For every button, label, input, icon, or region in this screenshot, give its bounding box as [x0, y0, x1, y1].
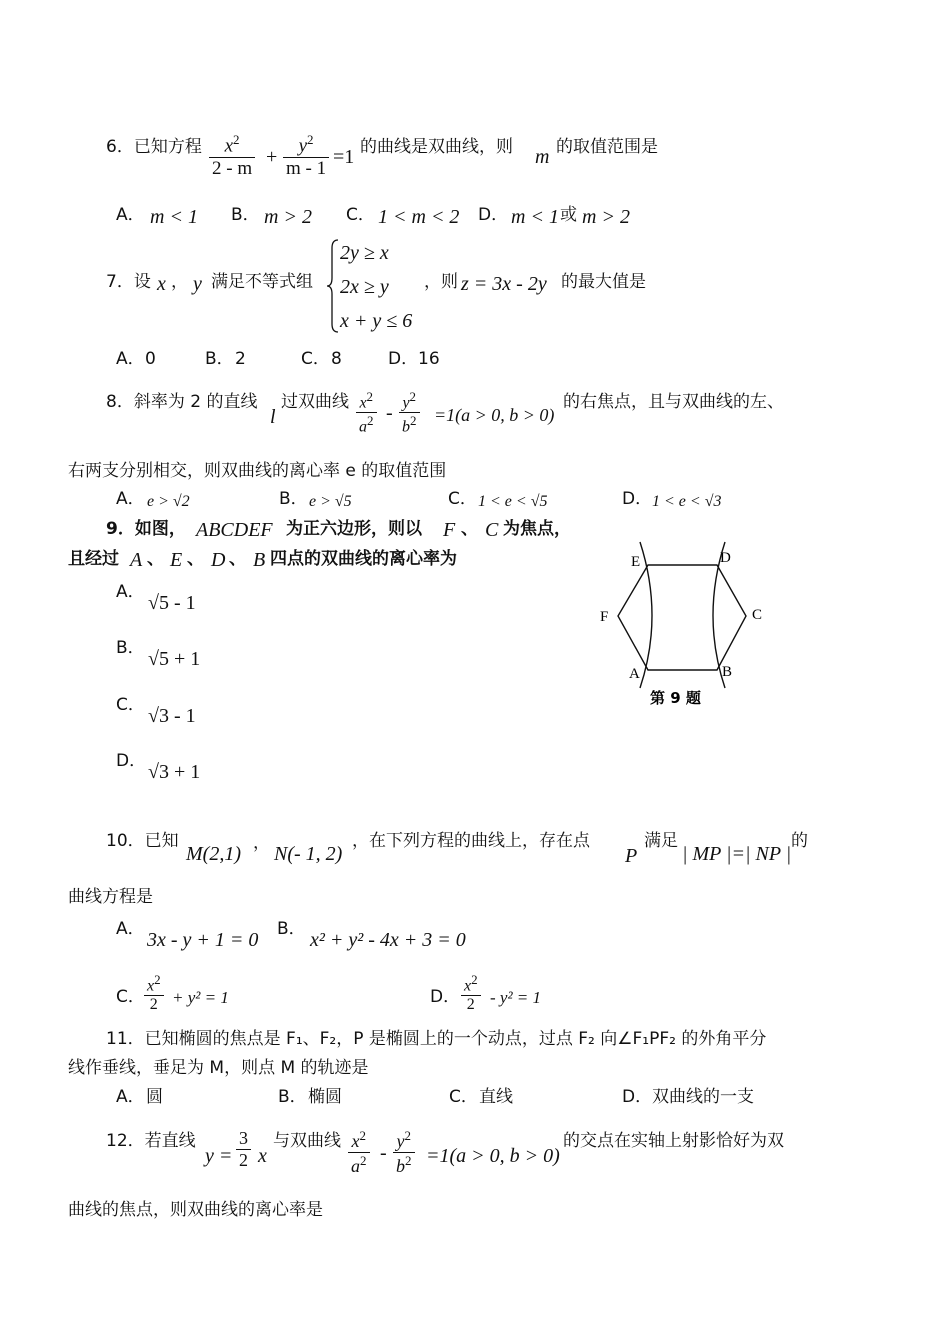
- q7-option-b-label: B．: [205, 349, 234, 369]
- q10-satisfy: 满足: [644, 831, 678, 851]
- q6-mid: 的曲线是双曲线，则: [360, 137, 513, 157]
- q12-frac-x: $\frac{x^2}{a^2}$: [348, 1128, 370, 1177]
- q10-option-c: + y² = 1: [172, 988, 229, 1007]
- q9-option-a-label: A．: [116, 582, 145, 602]
- q10-point-p: P: [625, 845, 638, 867]
- q7-option-a-label: A．: [116, 349, 145, 369]
- q10-option-d: - y² = 1: [490, 988, 542, 1007]
- q8-option-c: 1 < e < √5: [478, 493, 548, 510]
- vertex-label-b: B: [722, 664, 733, 680]
- q6-option-d-or: 或: [560, 205, 577, 225]
- q6-option-d-label: D．: [478, 205, 509, 225]
- q6-equals: =1: [333, 146, 355, 168]
- q7-comma: ，: [171, 272, 188, 292]
- q11-option-d: 双曲线的一支: [652, 1087, 754, 1107]
- q12-line-rhs: x: [258, 1145, 267, 1167]
- q12-slope-frac: $\frac{3}{2}$: [236, 1128, 251, 1171]
- q11-option-a: 圆: [146, 1087, 163, 1107]
- q10-comma: ，: [253, 833, 270, 853]
- q9-option-c-label: C．: [116, 695, 145, 715]
- q7-mid: 满足不等式组: [211, 272, 313, 292]
- q8-minus: -: [386, 402, 393, 424]
- q7-y: y: [193, 273, 202, 295]
- q10-point-m: M(2,1): [186, 843, 241, 865]
- q6-fraction-2: $\frac{y^2}{m - 1}$: [283, 132, 329, 180]
- q8-option-a: e > √2: [147, 493, 190, 510]
- q9-B: B: [253, 549, 266, 571]
- q8-option-c-label: C．: [448, 489, 477, 509]
- vertex-label-a: A: [629, 666, 640, 682]
- q9-line2-prefix: 且经过: [68, 549, 119, 569]
- q7-suffix: 的最大值是: [561, 272, 646, 292]
- q10-option-a-label: A．: [116, 919, 145, 939]
- q9-option-b: √5 + 1: [148, 648, 201, 670]
- q12-line-lhs: y =: [205, 1145, 233, 1167]
- q6-option-b: m > 2: [264, 206, 312, 228]
- q9-option-b-label: B．: [116, 638, 145, 658]
- q10-prefix: 10．已知: [106, 831, 179, 851]
- q10-condition: | MP |=| NP |: [682, 843, 792, 865]
- q6-option-a: m < 1: [150, 206, 198, 228]
- q8-suffix: 的右焦点，且与双曲线的左、: [563, 392, 784, 412]
- q10-option-d-label: D．: [430, 987, 461, 1007]
- q10-option-a: 3x - y + 1 = 0: [147, 929, 259, 951]
- q7-option-b: 2: [235, 349, 246, 369]
- q6-option-c: 1 < m < 2: [378, 206, 460, 228]
- q10-suffix: 的: [791, 831, 808, 851]
- q8-option-b-label: B．: [279, 489, 308, 509]
- q9-hex: ABCDEF: [196, 519, 273, 541]
- q11-line1: 11．已知椭圆的焦点是 F₁、F₂，P 是椭圆上的一个动点，过点 F₂ 向∠F₁PF₂ 的外角平分: [106, 1029, 767, 1049]
- q12-mid: 与双曲线: [273, 1131, 341, 1151]
- q9-E: E: [170, 549, 183, 571]
- q9-C: C: [485, 519, 499, 541]
- q11-line2: 线作垂线，垂足为 M，则点 M 的轨迹是: [68, 1058, 369, 1078]
- q11-option-d-label: D．: [622, 1087, 653, 1107]
- q7-ineq-1: 2y ≥ x: [340, 242, 389, 264]
- q10-line2: 曲线方程是: [68, 887, 153, 907]
- q10-option-c-frac: $\frac{x^2}{2}$: [144, 972, 164, 1014]
- q9-F: F: [443, 519, 456, 541]
- q12-frac-y: $\frac{y^2}{b^2}$: [393, 1128, 415, 1177]
- q7-x: x: [157, 273, 166, 295]
- vertex-label-d: D: [720, 550, 731, 566]
- q11-option-c: 直线: [479, 1087, 513, 1107]
- vertex-label-e: E: [631, 554, 641, 570]
- q7-ineq-2: 2x ≥ y: [340, 276, 389, 298]
- q7-option-c: 8: [331, 349, 342, 369]
- q7-option-d: 16: [418, 349, 440, 369]
- q8-prefix: 8．斜率为 2 的直线: [106, 392, 258, 412]
- q8-frac-y: $\frac{y^2}{b^2}$: [399, 389, 420, 437]
- q9-option-a: √5 - 1: [148, 592, 196, 614]
- q7-prefix: 7．设: [106, 272, 151, 292]
- vertex-label-f: F: [600, 609, 609, 625]
- q6-suffix: 的取值范围是: [556, 137, 658, 157]
- q6-prefix: 6．已知方程: [106, 137, 202, 157]
- q10-option-b-label: B．: [277, 919, 306, 939]
- q9-line1-mid: 为正六边形，则以: [286, 519, 422, 539]
- q8-line2: 右两支分别相交，则双曲线的离心率 e 的取值范围: [68, 461, 447, 481]
- q12-line2: 曲线的焦点，则双曲线的离心率是: [68, 1200, 323, 1220]
- q6-frac1-den: 2 - m: [209, 157, 255, 180]
- hyperbola-left-branch: [640, 542, 652, 688]
- q11-option-b-label: B．: [278, 1087, 307, 1107]
- q7-then: ，则: [424, 272, 458, 292]
- q9-hexagon-figure: [596, 538, 776, 713]
- q12-prefix: 12．若直线: [106, 1131, 196, 1151]
- left-brace-icon: [326, 238, 340, 334]
- q8-option-b: e > √5: [309, 493, 352, 510]
- q6-frac2-den: m - 1: [283, 157, 329, 180]
- q10-option-d-frac: $\frac{x^2}{2}$: [461, 972, 481, 1014]
- q8-option-d-label: D．: [622, 489, 653, 509]
- q9-sep-2: 、: [147, 549, 164, 569]
- q7-option-a: 0: [145, 349, 156, 369]
- q6-option-b-label: B．: [231, 205, 260, 225]
- q12-suffix: 的交点在实轴上射影恰好为双: [563, 1131, 784, 1151]
- q9-line1-suffix: 为焦点，: [503, 519, 571, 539]
- q7-option-c-label: C．: [301, 349, 330, 369]
- q12-eq-tail: =1(a > 0, b > 0): [426, 1145, 560, 1167]
- q9-sep-4: 、: [229, 549, 246, 569]
- q6-plus: +: [266, 146, 278, 168]
- q8-mid: 过双曲线: [281, 392, 349, 412]
- q6-frac2-num: y: [298, 135, 308, 157]
- q7-ineq-3: x + y ≤ 6: [340, 310, 413, 332]
- q6-option-d-2: m > 2: [582, 206, 630, 228]
- q6-option-d: m < 1: [511, 206, 559, 228]
- q11-option-b: 椭圆: [308, 1087, 342, 1107]
- q12-minus: -: [380, 1142, 387, 1164]
- figure-caption: 第 9 题: [650, 689, 701, 707]
- q6-option-c-label: C．: [346, 205, 375, 225]
- q6-option-a-label: A．: [116, 205, 145, 225]
- q8-frac-x: $\frac{x^2}{a^2}$: [356, 389, 377, 437]
- q7-z-expr: z = 3x - 2y: [461, 273, 547, 295]
- q8-option-d: 1 < e < √3: [652, 493, 722, 510]
- q9-A: A: [130, 549, 143, 571]
- q9-option-d-label: D．: [116, 751, 147, 771]
- q10-option-c-label: C．: [116, 987, 145, 1007]
- q9-line1-prefix: 9．如图，: [106, 519, 186, 539]
- q6-fraction-1: $\frac{x^2}{2 - m}$: [209, 132, 255, 180]
- q9-line2-suffix: 四点的双曲线的离心率为: [270, 549, 457, 569]
- q9-sep-1: 、: [461, 519, 478, 539]
- q9-option-c: √3 - 1: [148, 705, 196, 727]
- q10-mid: ，在下列方程的曲线上，存在点: [352, 831, 590, 851]
- q8-line-var: l: [270, 406, 276, 428]
- q9-option-d: √3 + 1: [148, 761, 201, 783]
- q9-sep-3: 、: [187, 549, 204, 569]
- q6-var-m: m: [535, 146, 550, 168]
- q8-option-a-label: A．: [116, 489, 145, 509]
- q9-D: D: [211, 549, 226, 571]
- q8-eq-tail: =1(a > 0, b > 0): [434, 405, 555, 425]
- q11-option-a-label: A．: [116, 1087, 145, 1107]
- q6-frac1-num: x: [224, 135, 234, 157]
- q10-point-n: N(- 1, 2): [274, 843, 343, 865]
- q10-option-b: x² + y² - 4x + 3 = 0: [310, 929, 466, 951]
- vertex-label-c: C: [752, 607, 763, 623]
- q11-option-c-label: C．: [449, 1087, 478, 1107]
- q7-option-d-label: D．: [388, 349, 419, 369]
- hexagon-shape: [618, 565, 746, 670]
